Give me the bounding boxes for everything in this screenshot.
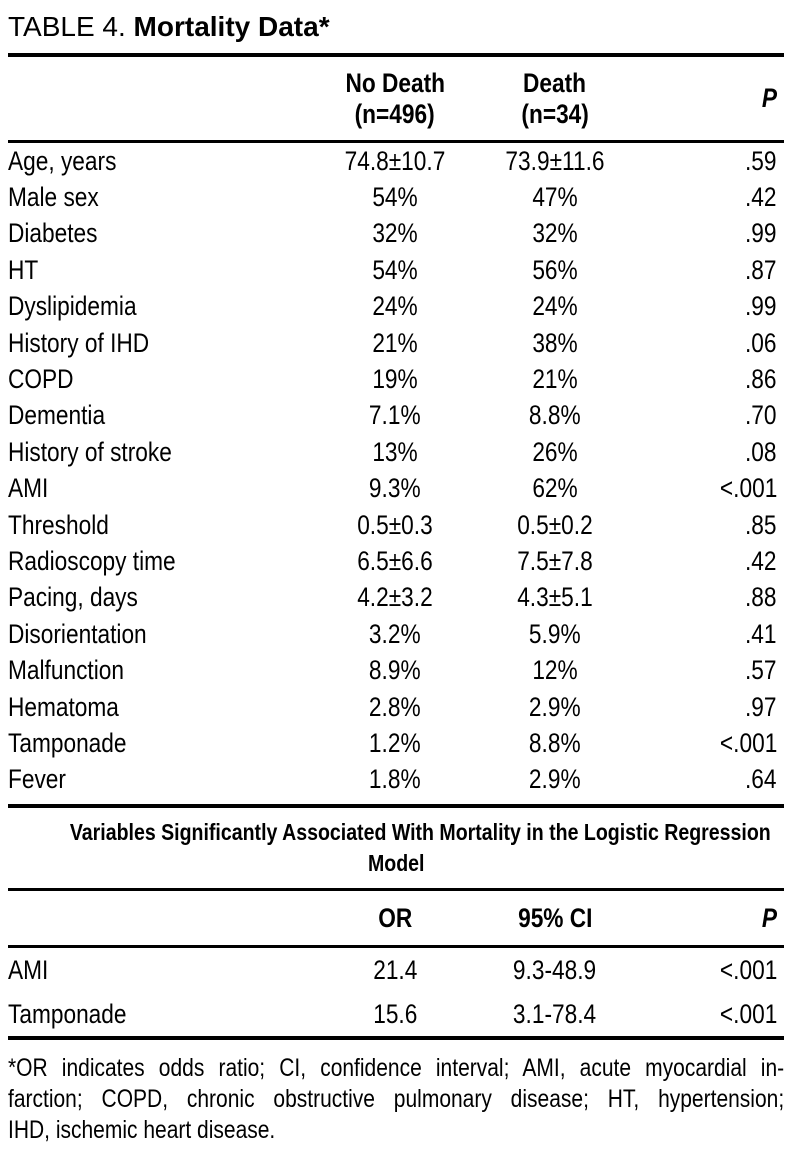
table-title: [8, 10, 784, 44]
p-value: .99: [745, 291, 777, 322]
table1-header-no-death: [300, 68, 490, 130]
p-value: .64: [745, 764, 777, 795]
no-death-value-cell: [300, 437, 490, 468]
footnote-line3: IHD, ischemic heart disease.: [8, 1116, 276, 1145]
row-label: AMI: [8, 954, 49, 985]
p-value-cell: [620, 655, 784, 686]
no-death-value: 6.5±6.6: [357, 545, 433, 576]
table-row: [8, 992, 784, 1036]
p-value: .42: [745, 545, 777, 576]
row-label: History of IHD: [8, 327, 150, 358]
no-death-label: No Death: [345, 67, 445, 98]
rule-under-table1: [8, 804, 784, 808]
p-value-cell: [620, 400, 784, 431]
ci-value-cell: [490, 999, 620, 1030]
row-label: HT: [8, 254, 39, 285]
no-death-value-cell: [300, 546, 490, 577]
no-death-value: 4.2±3.2: [357, 582, 433, 613]
death-value: 24%: [532, 291, 578, 322]
death-value-cell: [490, 328, 620, 359]
death-value-cell: [490, 619, 620, 650]
p-value: <.001: [719, 473, 777, 504]
p-value: .41: [745, 618, 777, 649]
p-value: .06: [745, 327, 777, 358]
no-death-value-cell: [300, 182, 490, 213]
table2-body: [8, 948, 784, 1036]
no-death-value-cell: [300, 473, 490, 504]
no-death-value: 8.9%: [369, 655, 421, 686]
death-value-cell: [490, 182, 620, 213]
row-label-cell: [8, 473, 300, 504]
p-value: .86: [745, 364, 777, 395]
death-value: 73.9±11.6: [505, 145, 605, 176]
no-death-value: 54%: [372, 254, 418, 285]
death-value: 12%: [532, 655, 578, 686]
p-value: <.001: [719, 727, 777, 758]
no-death-value: 1.8%: [369, 764, 421, 795]
death-value: 2.9%: [529, 691, 581, 722]
table-title-main: Mortality Data*: [133, 11, 330, 42]
table-row: [8, 652, 784, 688]
p-value-cell: [620, 582, 784, 613]
p-value-cell: [620, 692, 784, 723]
p-value-cell: [620, 473, 784, 504]
p-value: .85: [745, 509, 777, 540]
table-row: [8, 325, 784, 361]
death-value: 8.8%: [529, 727, 581, 758]
p-value-cell: [620, 146, 784, 177]
p-value: .97: [745, 691, 777, 722]
footnote-line2: farction; COPD, chronic obstructive pulmonary disease; HT, hypertension;: [8, 1085, 785, 1114]
no-death-value-cell: [300, 655, 490, 686]
or-value: 21.4: [372, 954, 418, 985]
row-label: Tamponade: [8, 998, 127, 1029]
no-death-value-cell: [300, 764, 490, 795]
table-row: [8, 179, 784, 215]
p-value-cell: [620, 255, 784, 286]
death-value-cell: [490, 764, 620, 795]
death-value-cell: [490, 692, 620, 723]
table-row: [8, 543, 784, 579]
no-death-value: 32%: [372, 218, 418, 249]
death-value: 0.5±0.2: [517, 509, 593, 540]
no-death-value-cell: [300, 510, 490, 541]
no-death-value: 0.5±0.3: [357, 509, 433, 540]
p-value: .57: [745, 655, 777, 686]
no-death-value: 19%: [372, 364, 418, 395]
row-label-cell: [8, 692, 300, 723]
p-value: <.001: [719, 998, 777, 1029]
no-death-value: 24%: [372, 291, 418, 322]
death-value-cell: [490, 291, 620, 322]
row-label-cell: [8, 546, 300, 577]
death-value: 32%: [532, 218, 578, 249]
death-value: 21%: [532, 364, 578, 395]
row-label: Dyslipidemia: [8, 291, 137, 322]
death-value-cell: [490, 473, 620, 504]
row-label-cell: [8, 328, 300, 359]
table1-header-p: [620, 83, 784, 114]
row-label: Hematoma: [8, 691, 119, 722]
death-n: (n=34): [521, 98, 589, 129]
p-value: .70: [745, 400, 777, 431]
no-death-value: 7.1%: [369, 400, 421, 431]
table-row: [8, 948, 784, 992]
table-row: [8, 725, 784, 761]
p-value-cell: [620, 437, 784, 468]
death-value-cell: [490, 400, 620, 431]
row-label: Fever: [8, 764, 66, 795]
table-row: [8, 361, 784, 397]
no-death-value: 1.2%: [369, 727, 421, 758]
rule-under-table2: [8, 1036, 784, 1040]
section2-title-line2: Model: [367, 850, 425, 877]
no-death-value-cell: [300, 328, 490, 359]
death-value-cell: [490, 546, 620, 577]
footnote-line1: *OR indicates odds ratio; CI, confidence interval; AMI, acute myocardial in-: [8, 1054, 785, 1083]
no-death-value: 54%: [372, 182, 418, 213]
death-value: 5.9%: [529, 618, 581, 649]
p-value: .99: [745, 218, 777, 249]
no-death-n: (n=496): [354, 98, 436, 129]
row-label: Malfunction: [8, 655, 124, 686]
row-label: COPD: [8, 364, 74, 395]
no-death-value: 9.3%: [369, 473, 421, 504]
row-label-cell: [8, 728, 300, 759]
p-value-header: P: [761, 83, 777, 113]
p-value-cell: [620, 619, 784, 650]
table2-header-row: [8, 891, 784, 945]
row-label-cell: [8, 182, 300, 213]
p-value: .88: [745, 582, 777, 613]
row-label-cell: [8, 955, 300, 986]
death-label: Death: [523, 67, 587, 98]
no-death-value-cell: [300, 400, 490, 431]
table-row: [8, 143, 784, 179]
p-value-cell: [620, 328, 784, 359]
or-value-cell: [300, 955, 490, 986]
ci-value: 9.3-48.9: [513, 954, 597, 985]
no-death-value: 74.8±10.7: [344, 145, 446, 176]
row-label: Age, years: [8, 145, 117, 176]
death-value-cell: [490, 364, 620, 395]
table1-body: [8, 143, 784, 798]
table-row: [8, 507, 784, 543]
table-row: [8, 252, 784, 288]
row-label-cell: [8, 400, 300, 431]
table2-header-or: [300, 903, 490, 934]
p-value-cell: [620, 999, 784, 1030]
death-value-cell: [490, 582, 620, 613]
p-value-header-2: P: [761, 902, 777, 933]
table-row: [8, 216, 784, 252]
p-value-cell: [620, 510, 784, 541]
row-label-cell: [8, 291, 300, 322]
no-death-value-cell: [300, 692, 490, 723]
p-value: .87: [745, 254, 777, 285]
table-row: [8, 762, 784, 798]
ci-value-cell: [490, 955, 620, 986]
death-value-cell: [490, 146, 620, 177]
no-death-value-cell: [300, 619, 490, 650]
or-value: 15.6: [372, 998, 418, 1029]
row-label: Dementia: [8, 400, 106, 431]
p-value-cell: [620, 546, 784, 577]
table2-header-p: [620, 903, 784, 934]
no-death-value-cell: [300, 582, 490, 613]
p-value: .59: [745, 145, 777, 176]
row-label: Disorientation: [8, 618, 147, 649]
row-label-cell: [8, 255, 300, 286]
p-value: .42: [745, 182, 777, 213]
row-label-cell: [8, 146, 300, 177]
section2-title-line1: Variables Significantly Associated With Mortality in the Logistic Regression: [69, 819, 771, 846]
p-value-cell: [620, 364, 784, 395]
death-value-cell: [490, 510, 620, 541]
death-value: 8.8%: [529, 400, 581, 431]
row-label-cell: [8, 364, 300, 395]
death-value: 56%: [532, 254, 578, 285]
row-label-cell: [8, 437, 300, 468]
section2-title: [8, 817, 784, 879]
death-value: 47%: [532, 182, 578, 213]
table2-header-ci: [490, 903, 620, 934]
row-label-cell: [8, 999, 300, 1030]
death-value-cell: [490, 655, 620, 686]
p-value-cell: [620, 955, 784, 986]
row-label-cell: [8, 510, 300, 541]
no-death-value: 21%: [372, 327, 418, 358]
p-value-cell: [620, 728, 784, 759]
no-death-value-cell: [300, 255, 490, 286]
death-value: 62%: [532, 473, 578, 504]
row-label-cell: [8, 582, 300, 613]
no-death-value-cell: [300, 218, 490, 249]
row-label-cell: [8, 764, 300, 795]
ci-header: 95% CI: [517, 902, 593, 933]
table-number: TABLE 4.: [8, 11, 134, 42]
table-row: [8, 434, 784, 470]
death-value-cell: [490, 255, 620, 286]
row-label-cell: [8, 218, 300, 249]
death-value-cell: [490, 437, 620, 468]
no-death-value: 3.2%: [369, 618, 421, 649]
table-row: [8, 398, 784, 434]
death-value-cell: [490, 218, 620, 249]
row-label: Diabetes: [8, 218, 98, 249]
row-label: AMI: [8, 473, 49, 504]
no-death-value: 2.8%: [369, 691, 421, 722]
p-value-cell: [620, 218, 784, 249]
p-value-cell: [620, 291, 784, 322]
ci-value: 3.1-78.4: [513, 998, 597, 1029]
row-label: Male sex: [8, 182, 99, 213]
death-value: 7.5±7.8: [517, 545, 593, 576]
or-header: OR: [377, 902, 413, 933]
p-value-cell: [620, 764, 784, 795]
p-value: <.001: [719, 954, 777, 985]
death-value: 38%: [532, 327, 578, 358]
no-death-value-cell: [300, 364, 490, 395]
row-label: Pacing, days: [8, 582, 138, 613]
row-label-cell: [8, 619, 300, 650]
row-label: Threshold: [8, 509, 109, 540]
no-death-value-cell: [300, 146, 490, 177]
table-row: [8, 689, 784, 725]
table1-header-death: [490, 68, 620, 130]
table-row: [8, 289, 784, 325]
death-value-cell: [490, 728, 620, 759]
or-value-cell: [300, 999, 490, 1030]
no-death-value-cell: [300, 291, 490, 322]
row-label: Tamponade: [8, 727, 127, 758]
table-row: [8, 471, 784, 507]
death-value: 2.9%: [529, 764, 581, 795]
row-label-cell: [8, 655, 300, 686]
no-death-value-cell: [300, 728, 490, 759]
p-value-cell: [620, 182, 784, 213]
death-value: 4.3±5.1: [517, 582, 593, 613]
row-label: Radioscopy time: [8, 545, 176, 576]
death-value: 26%: [532, 436, 578, 467]
table-row: [8, 616, 784, 652]
no-death-value: 13%: [372, 436, 418, 467]
table-footnote: [8, 1053, 784, 1146]
table1-header-row: [8, 57, 784, 140]
p-value: .08: [745, 436, 777, 467]
table-row: [8, 580, 784, 616]
row-label: History of stroke: [8, 436, 172, 467]
